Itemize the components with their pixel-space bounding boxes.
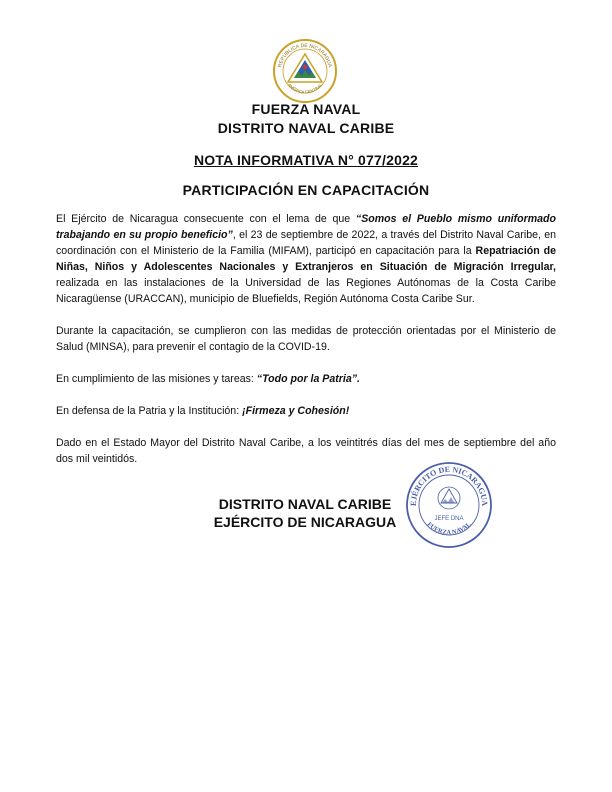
paragraph-2: Durante la capacitación, se cumplieron con las medidas de protección orientadas por el Ministerio de Salud (MINSA), para prevenir el contagio de la COVID-19. [56,325,556,353]
motto-text: “Somos el Pueblo mismo uniformado trabajando en su propio beneficio” [56,213,556,241]
stamp-center-text: JEFE DNA [434,516,464,522]
document-body [56,211,556,483]
crest-ring-bottom-text: AMÉRICA CENTRAL [286,82,324,95]
training-topic: Repatriación de Niñas, Niños y Adolescentes Nacionales y Extranjeros en Situación de Migración Irregular, [56,245,556,273]
svg-text:AMÉRICA CENTRAL [287,82,324,95]
header-line-1: FUERZA NAVAL [251,101,361,117]
p4-motto: ¡Firmeza y Cohesión! [242,405,350,417]
signature-line-2: EJÉRCITO DE NICARAGUA [213,514,397,530]
p3-motto: “Todo por la Patria”. [256,373,360,385]
stamp-ring-bottom-text: FUERZA NAVAL [425,520,473,537]
paragraph-1 [56,211,556,307]
subject-title: PARTICIPACIÓN EN CAPACITACIÓN [182,182,430,198]
p1-text-c: realizada en las instalaciones de la Universidad de las Regiones Autónomas de la Costa Caribe Nicaragüense (URACCAN), municipio de Bluefields, Región Autónoma Costa Caribe Sur. [56,277,556,305]
stamp-ring-top-text: EJÉRCITO DE NICARAGUA [408,464,490,507]
svg-text:EJÉRCITO DE NICARAGUA [409,465,489,507]
p4-text: En defensa de la Patria y la Institución: [56,405,243,417]
p1-text-b: , el 23 de septiembre de 2022, a través del Distrito Naval Caribe, en coordinación con el Ministerio de la Familia (MIFAM), participó en capacitación para la [56,229,557,257]
paragraph-4 [56,403,556,419]
note-title: NOTA INFORMATIVA N° 077/2022 [193,152,419,168]
paragraph-5: Dado en el Estado Mayor del Distrito Naval Caribe, a los veintitrés días del mes de septiembre del año dos mil veintidós. [56,437,556,465]
p3-text: En cumplimiento de las misiones y tareas: [56,373,257,385]
signature-line-1: DISTRITO NAVAL CARIBE [218,496,392,512]
svg-text:FUERZA NAVAL [425,521,473,537]
crest-ring-top-text: REPÚBLICA DE NICARAGUA [277,42,333,68]
paragraph-3 [56,371,556,387]
nicaragua-coat-of-arms-icon [272,38,338,104]
official-stamp-icon [404,460,494,550]
header-line-2: DISTRITO NAVAL CARIBE [217,120,395,136]
p1-text-a: El Ejército de Nicaragua consecuente con el lema de que [56,213,356,225]
